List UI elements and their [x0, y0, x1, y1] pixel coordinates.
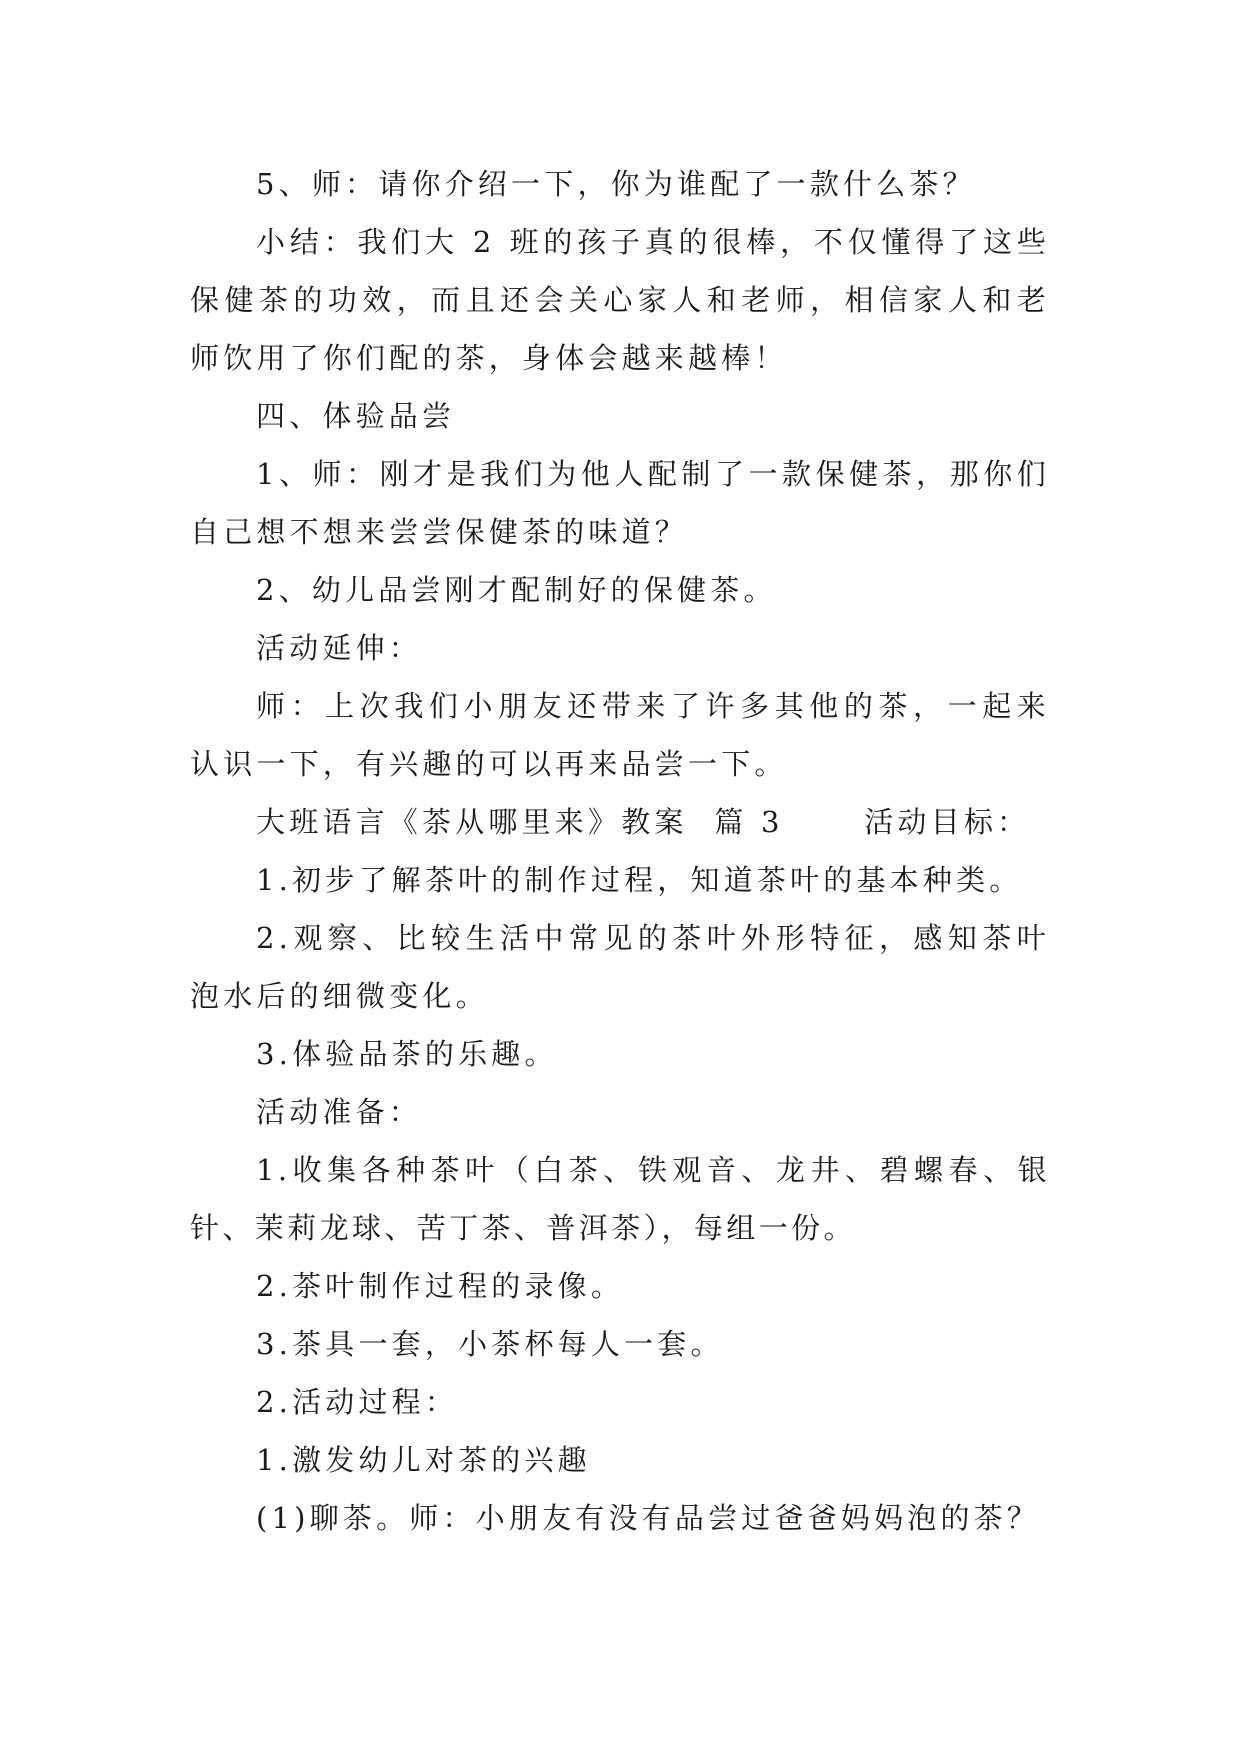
paragraph: 5、师：请你介绍一下，你为谁配了一款什么茶？: [256, 167, 976, 201]
section-heading: 2.活动过程：: [256, 1385, 459, 1419]
document-body: [190, 155, 1050, 1547]
list-item: (1)聊茶。师：小朋友有没有品尝过爸爸妈妈泡的茶？: [256, 1501, 1041, 1535]
list-item: 3.茶具一套，小茶杯每人一套。: [256, 1327, 724, 1361]
paragraph: 1、师：刚才是我们为他人配制了一款保健茶，那你们自己想不想来尝尝保健茶的味道？: [190, 457, 1050, 549]
list-item: 1.收集各种茶叶（白茶、铁观音、龙井、碧螺春、银针、茉莉龙球、苦丁茶、普洱茶），每组一份。: [190, 1153, 1050, 1245]
list-item: 1.初步了解茶叶的制作过程，知道茶叶的基本种类。: [256, 863, 1023, 897]
paragraph: 小结：我们大 2 班的孩子真的很棒，不仅懂得了这些保健茶的功效，而且还会关心家人和老师，相信家人和老师饮用了你们配的茶，身体会越来越棒！: [190, 225, 1050, 375]
list-item: 3.体验品茶的乐趣。: [256, 1037, 558, 1071]
list-item: 2.观察、比较生活中常见的茶叶外形特征，感知茶叶泡水后的细微变化。: [190, 921, 1050, 1013]
section-heading: 四、体验品尝: [256, 399, 456, 433]
section-heading: 活动准备：: [256, 1095, 423, 1129]
section-heading: 活动延伸：: [256, 631, 423, 665]
list-item: 2.茶叶制作过程的录像。: [256, 1269, 625, 1303]
paragraph: 师：上次我们小朋友还带来了许多其他的茶，一起来认识一下，有兴趣的可以再来品尝一下。: [190, 689, 1050, 781]
list-item: 1.激发幼儿对茶的兴趣: [256, 1443, 591, 1477]
paragraph: 2、幼儿品尝刚才配制好的保健茶。: [256, 573, 777, 607]
lesson-title: 大班语言《茶从哪里来》教案 篇 3 活动目标：: [256, 805, 1031, 839]
